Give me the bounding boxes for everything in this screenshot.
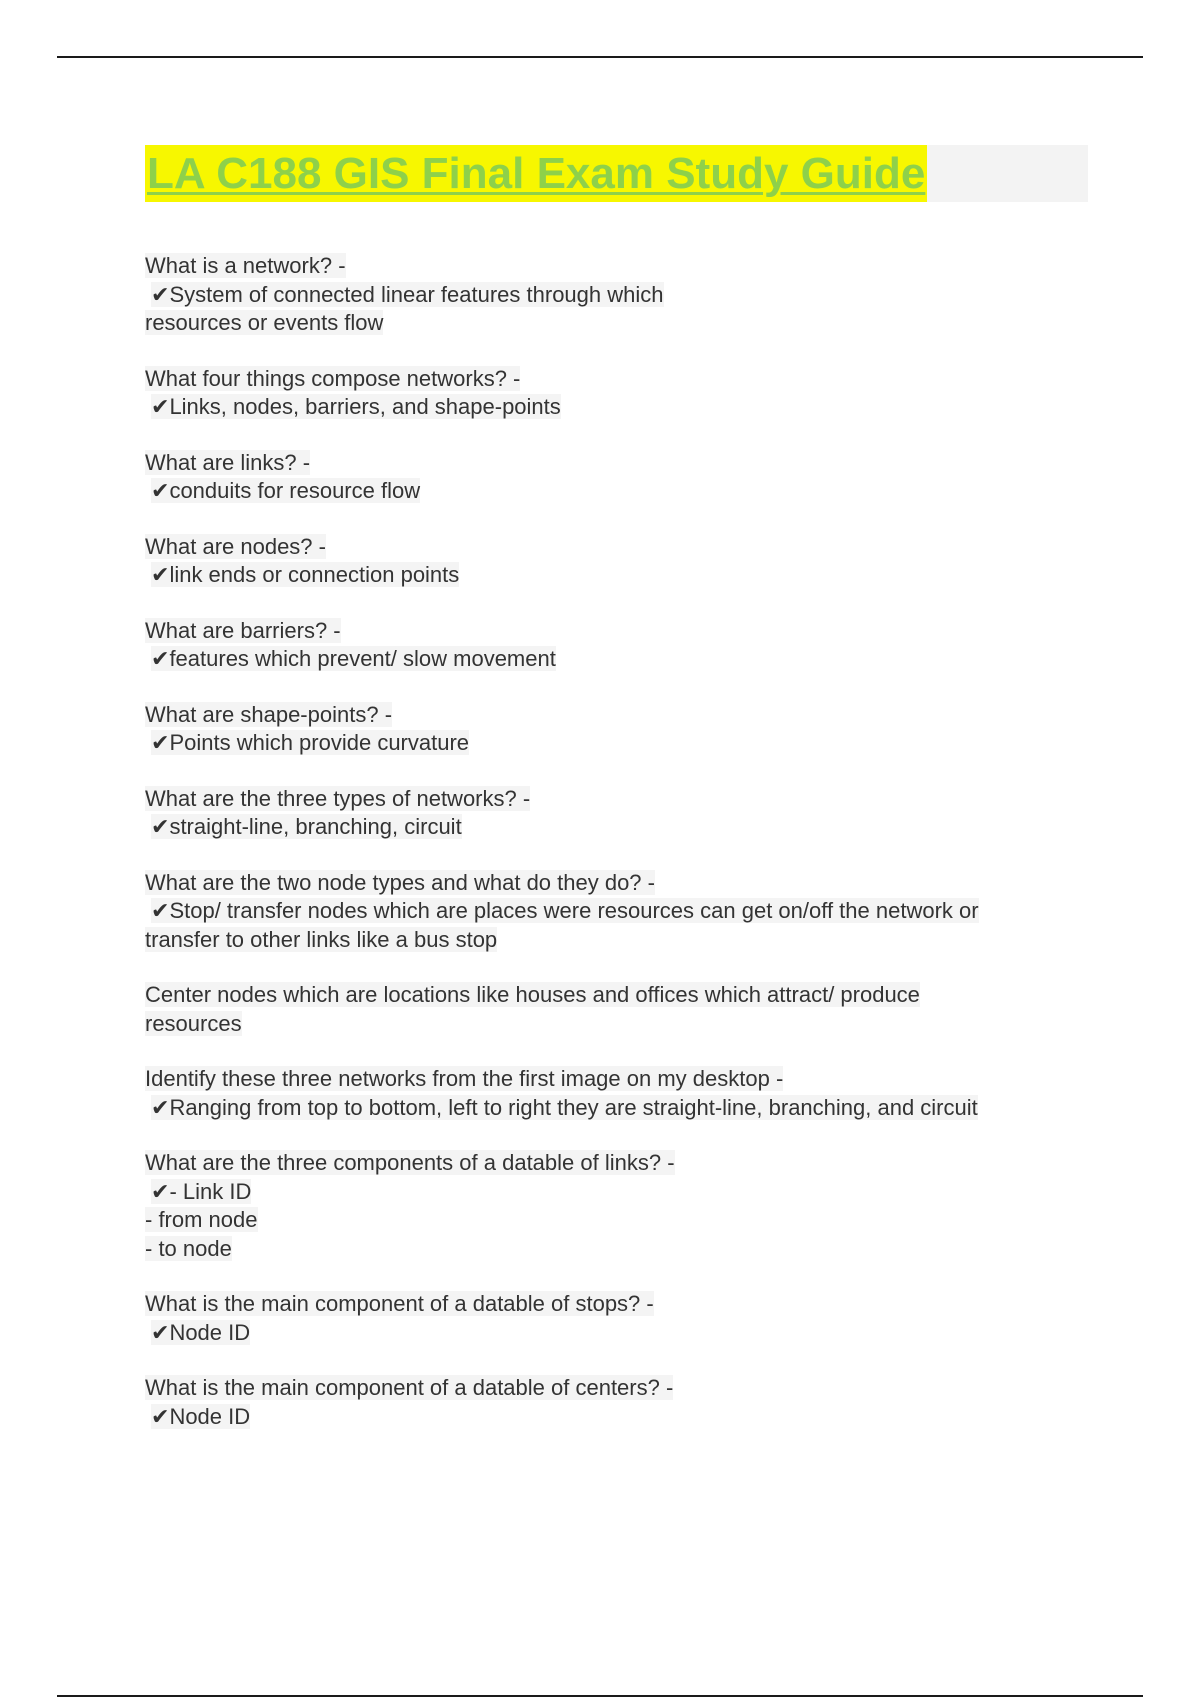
title-band — [145, 145, 1088, 202]
answer-text: Ranging from top to bottom, left to right they are straight-line, branching, and circuit — [169, 1094, 978, 1120]
answer-text: Links, nodes, barriers, and shape-points — [169, 394, 561, 419]
question-text: What is the main component of a datable of stops? - — [145, 1291, 654, 1316]
answer-text: Node ID — [169, 1319, 251, 1345]
checkmark-icon: ✔ — [151, 1178, 170, 1204]
qa-item — [145, 617, 1095, 674]
question-line — [145, 449, 1095, 478]
answer-highlight — [151, 394, 561, 419]
question-text: What are links? - — [145, 449, 311, 475]
answer-line — [145, 1403, 1095, 1432]
question-line — [145, 701, 1095, 730]
answer-line — [145, 561, 1095, 590]
qa-item — [145, 701, 1095, 758]
question-line — [145, 365, 1095, 394]
question-text: Identify these three networks from the first image on my desktop - — [145, 1066, 784, 1091]
qa-item — [145, 449, 1095, 506]
qa-item — [145, 533, 1095, 590]
question-text: What are nodes? - — [145, 533, 326, 559]
answer-continuation-line — [145, 1206, 1095, 1235]
study-guide-body — [145, 252, 1095, 1458]
checkmark-icon: ✔ — [151, 730, 170, 755]
answer-continuation-text: resources or events flow — [145, 310, 384, 335]
question-line — [145, 617, 1095, 646]
checkmark-icon: ✔ — [151, 1319, 170, 1345]
top-rule — [57, 56, 1143, 58]
checkmark-icon: ✔ — [151, 898, 170, 923]
answer-line — [145, 1094, 1095, 1123]
qa-item — [145, 365, 1095, 422]
page-title: LA C188 GIS Final Exam Study Guide — [145, 145, 927, 202]
answer-text: Points which provide curvature — [169, 730, 470, 755]
bottom-rule — [57, 1695, 1143, 1697]
question-text: What is the main component of a datable of centers? - — [145, 1375, 674, 1400]
qa-item — [145, 981, 1095, 1038]
answer-text: Stop/ transfer nodes which are places were resources can get on/off the network or — [169, 898, 979, 923]
answer-highlight — [151, 478, 420, 503]
answer-highlight — [151, 814, 462, 839]
answer-highlight — [151, 1179, 251, 1204]
answer-highlight — [151, 730, 469, 755]
answer-highlight — [151, 1095, 978, 1120]
answer-continuation-line — [145, 1235, 1095, 1264]
answer-line — [145, 393, 1095, 422]
answer-continuation-line — [145, 1010, 1095, 1039]
question-line — [145, 1290, 1095, 1319]
qa-item — [145, 1149, 1095, 1263]
question-text: What are the three components of a datable of links? - — [145, 1150, 675, 1175]
checkmark-icon: ✔ — [151, 1403, 170, 1429]
answer-text: link ends or connection points — [169, 562, 460, 587]
question-text: What are the three types of networks? - — [145, 785, 531, 811]
answer-highlight — [151, 1320, 250, 1345]
checkmark-icon: ✔ — [151, 478, 170, 503]
qa-item — [145, 869, 1095, 955]
answer-text: features which prevent/ slow movement — [169, 646, 556, 671]
question-text: What is a network? - — [145, 253, 346, 278]
answer-continuation-text: Center nodes which are locations like houses and offices which attract/ produce — [145, 982, 920, 1007]
answer-line — [145, 1178, 1095, 1207]
answer-text: System of connected linear features through which — [169, 281, 664, 307]
question-text: What are barriers? - — [145, 617, 341, 643]
qa-item — [145, 1065, 1095, 1122]
checkmark-icon: ✔ — [151, 814, 170, 839]
answer-continuation-text: - from node — [145, 1207, 258, 1232]
question-text: What are shape-points? - — [145, 701, 393, 727]
answer-continuation-line — [145, 981, 1095, 1010]
question-line — [145, 1065, 1095, 1094]
answer-continuation-text: transfer to other links like a bus stop — [145, 926, 498, 952]
question-line — [145, 869, 1095, 898]
checkmark-icon: ✔ — [151, 646, 170, 671]
answer-continuation-text: resources — [145, 1010, 242, 1036]
answer-text: Node ID — [169, 1403, 251, 1429]
answer-highlight — [151, 282, 664, 307]
answer-text: - Link ID — [169, 1178, 252, 1204]
answer-highlight — [151, 898, 979, 923]
answer-text: straight-line, branching, circuit — [169, 814, 462, 839]
answer-continuation-text: - to node — [145, 1235, 232, 1261]
question-line — [145, 785, 1095, 814]
question-line — [145, 1374, 1095, 1403]
answer-line — [145, 645, 1095, 674]
checkmark-icon: ✔ — [151, 1094, 170, 1120]
answer-highlight — [151, 646, 556, 671]
answer-highlight — [151, 1404, 250, 1429]
answer-continuation-line — [145, 309, 1095, 338]
answer-line — [145, 1319, 1095, 1348]
answer-highlight — [151, 562, 459, 587]
question-line — [145, 252, 1095, 281]
answer-text: conduits for resource flow — [169, 478, 421, 503]
question-text: What four things compose networks? - — [145, 365, 521, 391]
answer-line — [145, 729, 1095, 758]
question-line — [145, 1149, 1095, 1178]
answer-continuation-line — [145, 926, 1095, 955]
answer-line — [145, 813, 1095, 842]
question-text: What are the two node types and what do they do? - — [145, 869, 655, 895]
answer-line — [145, 281, 1095, 310]
answer-line — [145, 897, 1095, 926]
checkmark-icon: ✔ — [151, 562, 170, 587]
question-line — [145, 533, 1095, 562]
qa-item — [145, 252, 1095, 338]
qa-item — [145, 1374, 1095, 1431]
checkmark-icon: ✔ — [151, 394, 170, 419]
answer-line — [145, 477, 1095, 506]
qa-item — [145, 785, 1095, 842]
qa-item — [145, 1290, 1095, 1347]
checkmark-icon: ✔ — [151, 281, 170, 307]
